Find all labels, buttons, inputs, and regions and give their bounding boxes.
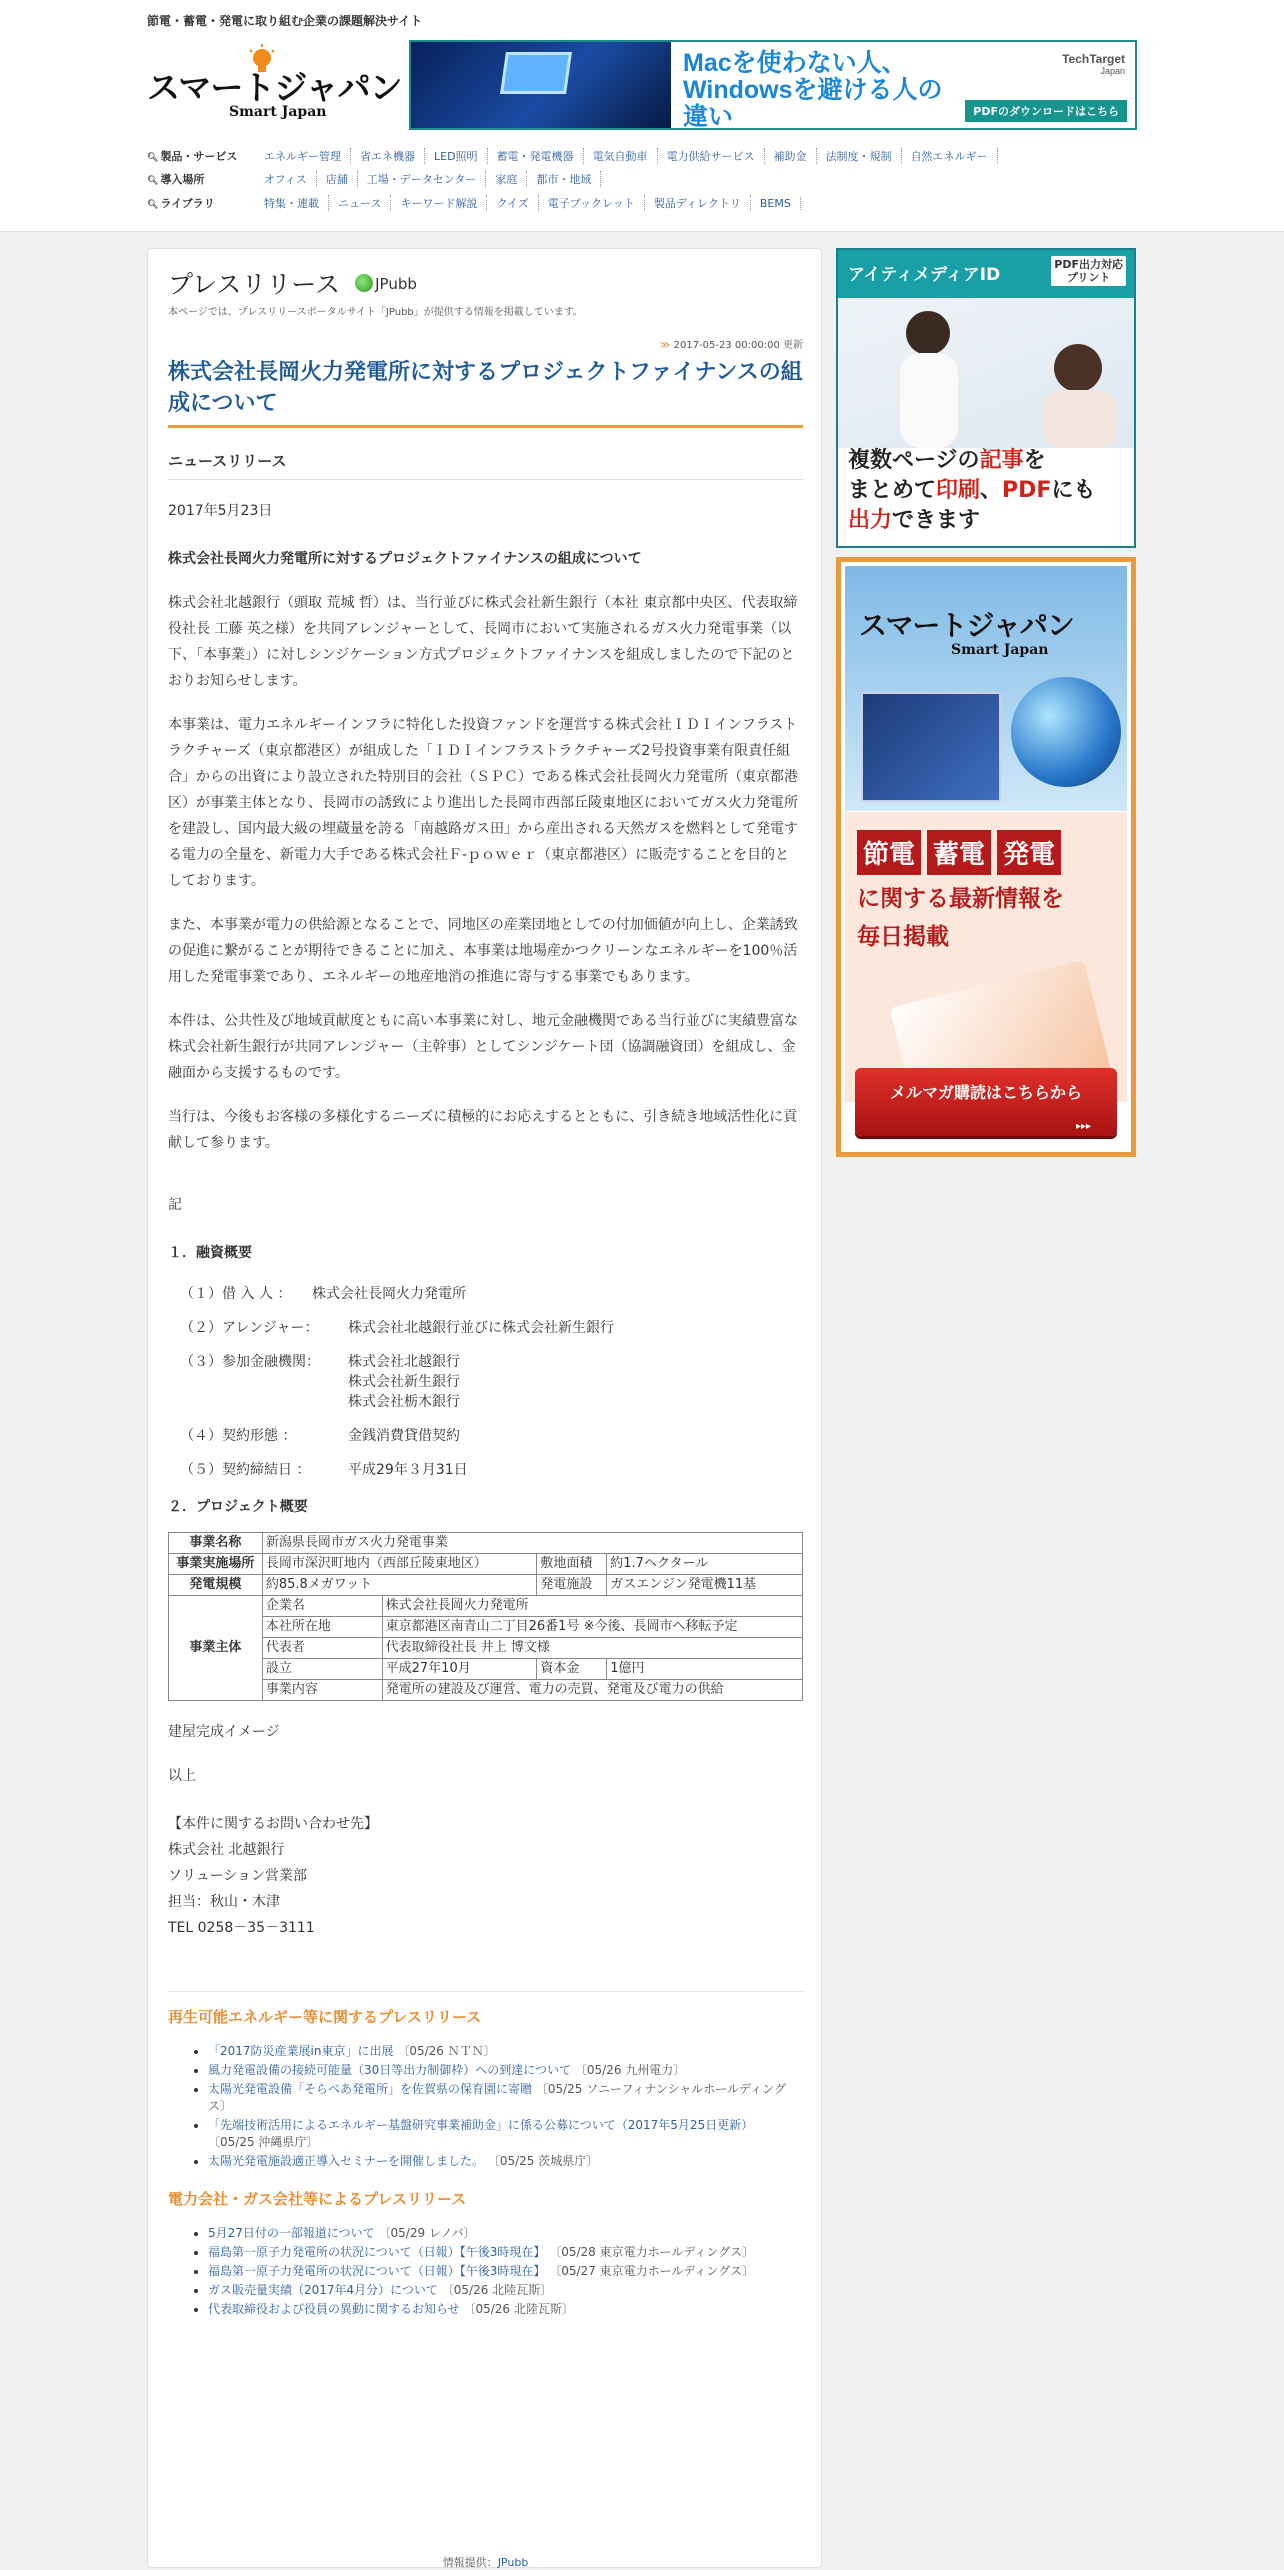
table-row (169, 1575, 803, 1596)
related-link[interactable]: 「先端技術活用によるエネルギー基盤研究事業補助金」に係る公募について（2017年5月25日更新） (208, 2118, 754, 2132)
magnifier-icon: 🔍︎ (147, 153, 159, 163)
nav-link[interactable]: 電気自動車 (584, 148, 658, 164)
nav-link[interactable]: 省エネ機器 (351, 148, 425, 164)
list-item (208, 2043, 803, 2060)
subscribe-label: メルマガ購読はこちらから (889, 1083, 1082, 1102)
loan-item-value: 株式会社長岡火力発電所 (312, 1286, 466, 1302)
nav-link[interactable]: 自然エネルギー (902, 148, 998, 164)
contact-info (168, 1811, 803, 1941)
update-text: 2017-05-23 00:00:00 更新 (673, 340, 803, 351)
nav-link[interactable]: オフィス (255, 171, 317, 187)
id-copy-segment: 記事 (979, 448, 1024, 473)
nav-category-label: ライブラリ (160, 197, 215, 210)
related-link[interactable]: 「2017防災産業展in東京」に出展 (208, 2044, 394, 2058)
id-banner-title: アイティメディアID (848, 265, 1001, 285)
site-logo[interactable] (147, 42, 402, 124)
list-item (208, 2263, 803, 2280)
ki-mark: 記 (168, 1197, 182, 1213)
table-row (169, 1638, 803, 1659)
nav-link[interactable]: クイズ (487, 195, 538, 211)
nav-link[interactable]: 家庭 (486, 171, 527, 187)
project-section-heading: ２．プロジェクト概要 (168, 1499, 308, 1515)
table-subheader: 代表者 (262, 1638, 382, 1659)
loan-item (168, 1426, 803, 1446)
table-header: 事業主体 (169, 1596, 263, 1701)
nav-link[interactable]: ニュース (329, 195, 391, 211)
nav-link[interactable]: 電子ブックレット (539, 195, 645, 211)
body-paragraph: 株式会社北越銀行（頭取 荒城 哲）は、当行並びに株式会社新生銀行（本社 東京都中央区、代表取締役社長 工藤 英之様）を共同アレンジャーとして、長岡市において実施されるガス火力発電事業（以下、「本事業」）に対しシンジケーション方式プロジェクトファイナンスを組成しましたので下記のとおりお知らせします。 (168, 595, 798, 689)
id-copy-segment: 出力 (848, 508, 893, 533)
id-copy-segment: まとめて (848, 478, 937, 503)
ad-brand (1062, 52, 1125, 76)
related-releases (168, 1991, 803, 2318)
loan-item-value: 平成29年３月31日 (348, 1462, 468, 1478)
loan-item (168, 1284, 803, 1304)
table-header: 敷地面積 (537, 1554, 607, 1575)
table-cell: 平成27年10月 (382, 1659, 537, 1680)
table-header: 事業実施場所 (169, 1554, 263, 1575)
related-list (208, 2043, 803, 2170)
table-cell: 長岡市深沢町地内（西部丘陵東地区） (262, 1554, 537, 1575)
list-item (208, 2244, 803, 2261)
nav-link[interactable]: 製品ディレクトリ (645, 195, 751, 211)
list-item (208, 2153, 803, 2170)
related-source: 〔05/26 北陸瓦斯〕 (463, 2302, 574, 2316)
table-subheader: 企業名 (262, 1596, 382, 1617)
newsletter-subscribe-button[interactable] (855, 1068, 1117, 1136)
table-cell: 約1.7ヘクタール (607, 1554, 803, 1575)
banner-copy: に関する最新情報を 毎日掲載 (857, 886, 1064, 950)
related-source: 〔05/25 沖縄県庁〕 (208, 2135, 319, 2149)
release-subtitle: 株式会社長岡火力発電所に対するプロジェクトファイナンスの組成について (168, 551, 642, 567)
loan-item-label: （５）契約締結日 ： (180, 1462, 311, 1478)
related-source: 〔05/25 ソニーフィナンシャルホールディングス〕 (208, 2082, 786, 2113)
nav-link[interactable]: 法制度・規制 (817, 148, 902, 164)
list-item (208, 2282, 803, 2299)
id-banner-copy (848, 446, 1095, 536)
table-row (169, 1533, 803, 1554)
table-cell: 代表取締役社長 井上 博文様 (382, 1638, 802, 1659)
ad-brand-sub: Japan (1100, 66, 1125, 76)
nav-category (147, 148, 255, 164)
nav-link[interactable]: 都市・地域 (527, 171, 601, 187)
nav-category-label: 製品・サービス (160, 150, 238, 163)
id-copy-segment: 複数ページの (848, 448, 980, 473)
related-link[interactable]: 太陽光発電設備「そらべあ発電所」を佐賀県の保育園に寄贈 (208, 2082, 533, 2096)
related-link[interactable]: ガス販売量実績（2017年4月分）について (208, 2283, 438, 2297)
article-headline: 株式会社長岡火力発電所に対するプロジェクトファイナンスの組成について (168, 357, 803, 428)
loan-item-label: （１）借 入 人 ： (180, 1286, 292, 1302)
itmedia-id-banner[interactable] (836, 248, 1136, 548)
list-item (208, 2081, 803, 2115)
contact-line: 株式会社 北越銀行 (168, 1842, 285, 1858)
banner-logo: スマートジャパン (859, 609, 1074, 642)
nav-category-label: 導入場所 (160, 173, 205, 186)
image-caption: 建屋完成イメージ (168, 1724, 280, 1740)
logo-subtext: Smart Japan (229, 104, 327, 120)
provider-badge[interactable] (355, 274, 417, 293)
table-row (169, 1596, 803, 1617)
loan-item-label: （３）参加金融機関： (180, 1354, 320, 1370)
id-copy-segment: できます (892, 508, 981, 533)
closing-mark: 以上 (168, 1768, 196, 1784)
loan-item (168, 1460, 803, 1480)
list-item (208, 2062, 803, 2079)
body-paragraph: 本事業は、電力エネルギーインフラに特化した投資ファンドを運営する株式会社ＩＤＩインフラストラクチャーズ（東京都港区）が組成した「ＩＤＩインフラストラクチャーズ2号投資事業有限責任組合」からの出資により設立された特別目的会社（ＳＰＣ）である株式会社長岡火力発電所（東京都港区）が事業主体となり、長岡市の誘致により進出した長岡市西部丘陵東地区においてガス火力発電所を建設し、国内最大級の埋蔵量を誇る「南越路ガス田」から産出される天然ガスを燃料として発電する電力の全量を、新電力大手である株式会社Ｆ‐ｐｏｗｅｒ（東京都港区）に販売することを目的としております。 (168, 717, 798, 889)
nav-link[interactable]: BEMS (751, 197, 801, 210)
related-link[interactable]: 代表取締役および役員の異動に関するお知らせ (208, 2302, 460, 2316)
nav-row (147, 148, 998, 166)
table-subheader: 事業内容 (262, 1680, 382, 1701)
nav-link[interactable]: 特集・連載 (255, 195, 329, 211)
id-copy-segment: にも (1051, 478, 1096, 503)
keyword-badge: 節電 (857, 830, 921, 875)
nav-link[interactable]: 補助金 (765, 148, 817, 164)
table-header: 発電施設 (537, 1575, 607, 1596)
nav-link[interactable]: キーワード解説 (391, 195, 487, 211)
loan-item (168, 1318, 803, 1338)
id-copy-segment: 、 (980, 478, 1003, 503)
related-link[interactable]: 福島第一原子力発電所の状況について（日報）【午後3時現在】 (208, 2264, 546, 2278)
loan-item-label: （２）アレンジャー： (180, 1320, 319, 1336)
related-source: 〔05/29 レノバ〕 (378, 2226, 476, 2240)
nav-link[interactable]: 電力供給サービス (658, 148, 765, 164)
table-header: 事業名称 (169, 1533, 263, 1554)
banner-logo-en: Smart Japan (951, 642, 1049, 658)
loan-item-value: 株式会社北越銀行 株式会社新生銀行 株式会社栃木銀行 (348, 1354, 460, 1410)
solar-panel-image (861, 692, 1001, 802)
loan-item (168, 1352, 803, 1412)
related-list (208, 2225, 803, 2318)
related-source: 〔05/26 ＮＴＮ〕 (397, 2044, 496, 2058)
release-date: 2017年5月23日 (168, 503, 273, 519)
related-group-title: 電力会社・ガス会社等によるプレスリリース (168, 2190, 467, 2208)
table-subheader: 資本金 (537, 1659, 607, 1680)
related-source: 〔05/26 北陸瓦斯〕 (441, 2283, 553, 2297)
loan-section-heading: １．融資概要 (168, 1245, 252, 1261)
table-cell: 東京都港区南青山二丁目26番1号 ※今後、長岡市へ移転予定 (382, 1617, 802, 1638)
related-group (168, 1991, 803, 2170)
list-item (208, 2301, 803, 2318)
magnifier-icon: 🔍︎ (147, 176, 159, 186)
related-group (168, 2188, 803, 2318)
keyword-badge: 蓄電 (927, 830, 991, 875)
related-source: 〔05/28 東京電力ホールディングス〕 (549, 2245, 755, 2259)
table-cell: 株式会社長岡火力発電所 (382, 1596, 802, 1617)
magnifier-icon: 🔍︎ (147, 200, 159, 210)
contact-line: TEL 0258－35－3111 (168, 1920, 315, 1936)
people-illustration (838, 298, 1136, 448)
loan-item-value: 株式会社北越銀行並びに株式会社新生銀行 (348, 1320, 614, 1336)
body-paragraph: 当行は、今後もお客様の多様化するニーズに積極的にお応えするとともに、引き続き地域活性化に貢献して参ります。 (168, 1109, 798, 1151)
earth-image (1011, 677, 1121, 787)
nav-link[interactable]: エネルギー管理 (255, 148, 351, 164)
contact-line: ソリューション営業部 (168, 1868, 308, 1884)
table-subheader: 本社所在地 (262, 1617, 382, 1638)
related-source: 〔05/27 東京電力ホールディングス〕 (549, 2264, 755, 2278)
id-banner-header (838, 250, 1134, 298)
body-paragraph: また、本事業が電力の供給源となることで、同地区の産業団地としての付加価値が向上し、企業誘致の促進に繋がることが期待できることに加え、本事業は地場産かつクリーンなエネルギーを100％活用した発電事業であり、エネルギーの地産地消の推進に寄与する事業でもあります。 (168, 917, 798, 985)
ad-download-button[interactable]: PDFのダウンロードはこちら (965, 100, 1127, 122)
related-link[interactable]: 太陽光発電施設適正導入セミナーを開催しました。 (208, 2154, 485, 2168)
related-link[interactable]: 5月27日付の一部報道について (208, 2226, 375, 2240)
update-time (168, 336, 803, 351)
table-cell: 新潟県長岡市ガス火力発電事業 (262, 1533, 802, 1554)
id-copy-segment: を (1023, 448, 1046, 473)
contact-line: 【本件に関するお問い合わせ先】 (168, 1816, 378, 1832)
table-subheader: 設立 (262, 1659, 382, 1680)
pdf-badge: PDF出力対応 プリント (1051, 256, 1126, 286)
nav-category (147, 195, 255, 211)
table-row (169, 1617, 803, 1638)
project-table (168, 1532, 803, 1701)
keyword-badges (857, 830, 1067, 875)
table-cell: ガスエンジン発電機11基 (607, 1575, 803, 1596)
news-release-label: ニュースリリース (168, 450, 803, 480)
table-row (169, 1659, 803, 1680)
id-banner-photo (838, 298, 1136, 448)
related-source: 〔05/26 九州電力〕 (574, 2063, 686, 2077)
article-body (168, 590, 803, 1156)
nav-row (147, 171, 601, 189)
related-group-title: 再生可能エネルギー等に関するプレスリリース (168, 2008, 482, 2026)
smartjapan-newsletter-banner[interactable] (836, 557, 1136, 1157)
loan-summary (168, 1284, 803, 1480)
contact-line: 担当：秋山・木津 (168, 1894, 280, 1910)
list-item (208, 2117, 803, 2151)
table-row (169, 1680, 803, 1701)
related-link[interactable]: 福島第一原子力発電所の状況について（日報）【午後3時現在】 (208, 2245, 546, 2259)
related-link[interactable]: 風力発電設備の接続可能量（30日等出力制御枠）への到達について (208, 2063, 572, 2077)
ad-image (411, 42, 671, 128)
footer-provider-link[interactable]: JPubb (497, 2556, 529, 2569)
table-row (169, 1554, 803, 1575)
nav-link[interactable]: 工場・データセンター (358, 171, 487, 187)
table-cell: 約85.8メガワット (262, 1575, 537, 1596)
table-cell: 1億円 (607, 1659, 803, 1680)
nav-link[interactable]: LED照明 (425, 148, 488, 164)
related-source: 〔05/25 茨城県庁〕 (487, 2154, 599, 2168)
section-title: プレスリリース (168, 270, 341, 299)
nav-category (147, 171, 255, 187)
globe-icon (355, 274, 373, 292)
ad-brand-name: TechTarget (1062, 52, 1125, 66)
double-arrow-icon: ≫ (659, 340, 671, 351)
nav-link[interactable]: 蓄電・発電機器 (488, 148, 584, 164)
keyword-badge: 発電 (997, 830, 1061, 875)
triple-arrow-icon: ▸▸▸ (1075, 1121, 1091, 1132)
ad-headline: Macを使わない人、 Windowsを避ける人の 違い (683, 49, 943, 130)
provider-name: JPubb (375, 275, 417, 293)
site-header (0, 0, 1284, 232)
nav-link[interactable]: 店舗 (317, 171, 358, 187)
logo-text: スマートジャパン (147, 68, 402, 107)
main-article-panel (147, 248, 822, 2568)
list-item (208, 2225, 803, 2242)
loan-item-value: 金銭消費貸借契約 (348, 1428, 460, 1444)
table-cell: 発電所の建設及び運営、電力の売買、発電及び電力の供給 (382, 1680, 802, 1701)
id-copy-segment: 印刷 (936, 478, 981, 503)
body-paragraph: 本件は、公共性及び地域貢献度ともに高い本事業に対し、地元金融機関である当行並びに実績豊富な株式会社新生銀行が共同アレンジャー（主幹事）としてシンジケート団（協調融資団）を組成し、金融面から支援するものです。 (168, 1013, 798, 1081)
loan-item-label: （４）契約形態 ： (180, 1428, 297, 1444)
nav-row (147, 195, 801, 213)
table-header: 発電規模 (169, 1575, 263, 1596)
id-copy-segment: PDF (1002, 478, 1052, 503)
site-tagline: 節電・蓄電・発電に取り組む企業の課題解決サイト (147, 14, 423, 28)
ad-banner[interactable] (409, 40, 1137, 130)
footer-label: 情報提供： (442, 2556, 498, 2569)
section-description: 本ページでは、プレスリリースポータルサイト「JPubb」が提供する情報を掲載しています。 (168, 307, 583, 318)
